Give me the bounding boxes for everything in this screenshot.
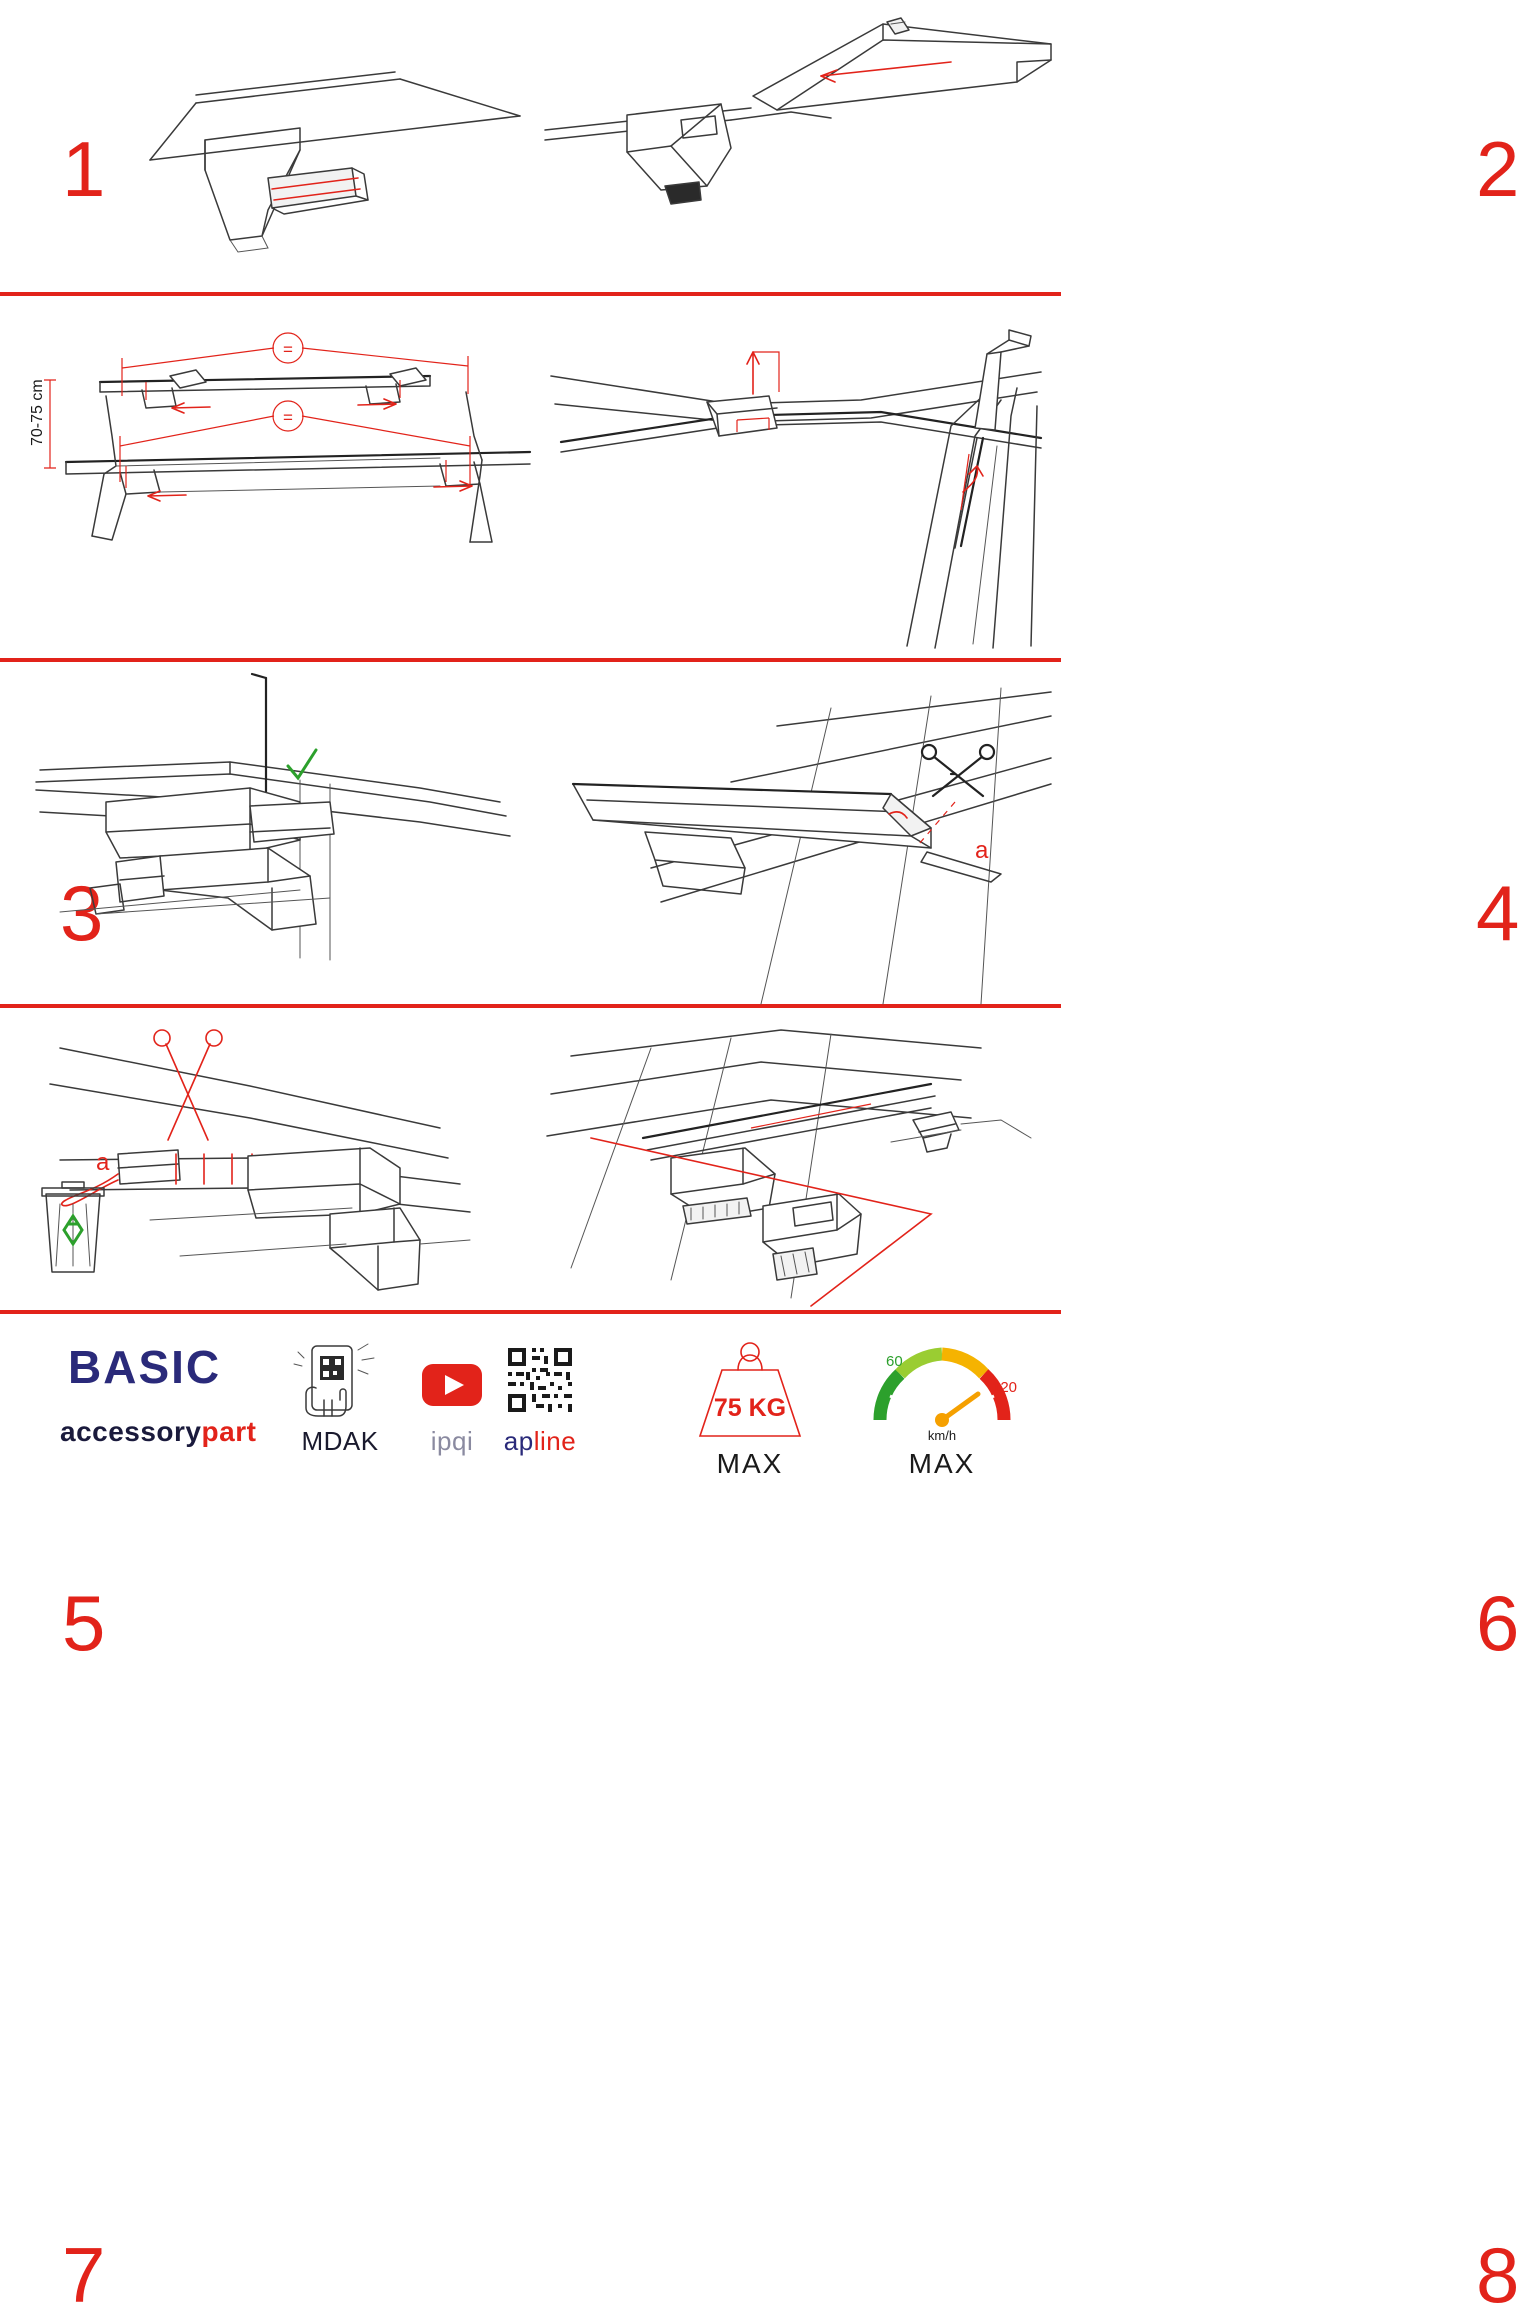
- scissors-icon: [922, 745, 994, 796]
- speed-tick-60: 60: [886, 1353, 903, 1370]
- footer: [0, 1314, 1061, 1500]
- speed-unit: km/h: [927, 1428, 957, 1443]
- hand-phone-qr-icon: [286, 1342, 394, 1420]
- max-load-indicator: [660, 1322, 840, 1480]
- logo-mdak[interactable]: [286, 1342, 394, 1457]
- step-3-measure-label: 70-75 cm: [29, 379, 46, 446]
- step-3-number: 3: [60, 869, 104, 957]
- step-4-illustration: [531, 296, 1519, 957]
- max-load-value: 75 KG: [713, 1394, 787, 1422]
- step-6-callout-a: a: [975, 837, 989, 864]
- step-7-callout-a: a: [96, 1149, 110, 1176]
- speed-tick-120: 120: [992, 1379, 1018, 1396]
- scissors-icon-7: [154, 1030, 222, 1140]
- max-load-caption: MAX: [716, 1448, 784, 1479]
- max-speed-indicator: [852, 1322, 1032, 1480]
- brand-title: BASIC: [68, 1341, 222, 1393]
- brand-name: [60, 1416, 256, 1448]
- logo-apline[interactable]: [480, 1342, 600, 1457]
- trash-bin-icon: [42, 1182, 104, 1272]
- speedometer-icon: [852, 1322, 1032, 1446]
- step-2-number: 2: [1476, 125, 1519, 213]
- logo-mdak-label: MDAK: [301, 1426, 379, 1456]
- max-speed-caption: MAX: [908, 1448, 976, 1479]
- brand-name-main: accessory: [60, 1416, 202, 1447]
- step-1-number: 1: [62, 125, 106, 213]
- step-7-number: 7: [62, 2231, 106, 2319]
- step-4-number: 4: [1476, 869, 1519, 957]
- logo-apline-label-ap: ap: [503, 1426, 534, 1456]
- svg-text:=: =: [283, 340, 293, 359]
- logo-apline-label: [480, 1426, 600, 1457]
- step-3-illustration: [0, 296, 530, 957]
- weight-icon: [660, 1322, 840, 1446]
- step-5-number: 5: [62, 1579, 106, 1667]
- step-1-illustration: [0, 0, 530, 292]
- step-6-number: 6: [1476, 1579, 1519, 1667]
- step-8-number: 8: [1476, 2231, 1519, 2319]
- svg-text:=: =: [283, 408, 293, 427]
- logo-apline-label-line: line: [533, 1426, 577, 1456]
- brand-name-accent: part: [201, 1416, 257, 1447]
- step-2-illustration: [531, 0, 1519, 292]
- logo-ipqi-label: ipqi: [430, 1426, 474, 1456]
- qr-code-icon: [480, 1342, 600, 1420]
